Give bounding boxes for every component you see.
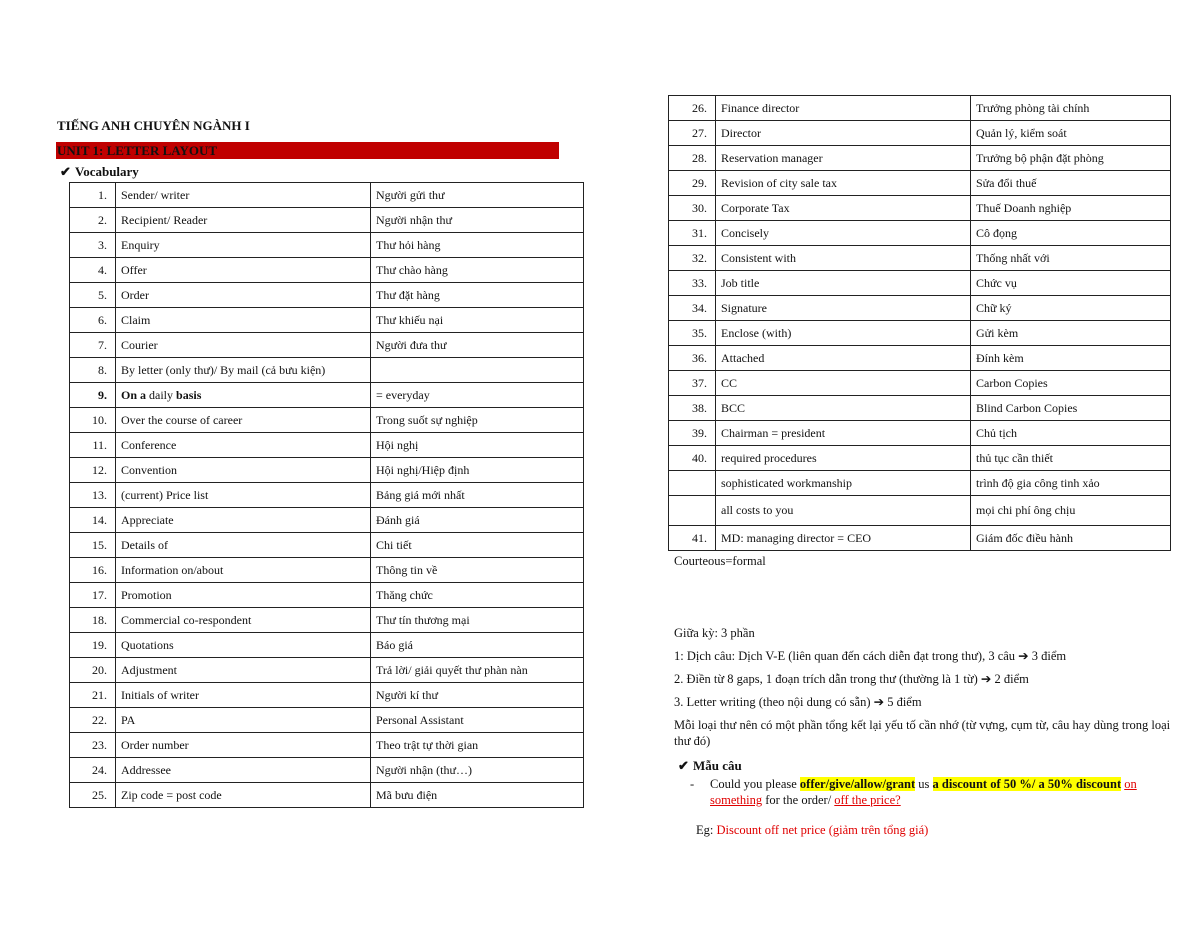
check-icon: ✔ (678, 758, 689, 773)
vocab-number: 39. (669, 421, 716, 446)
vocab-number: 9. (70, 383, 116, 408)
vocab-term: Chairman = president (716, 421, 971, 446)
vocab-number: 36. (669, 346, 716, 371)
vocabulary-heading (56, 162, 572, 182)
sample-text: Could you please (710, 777, 800, 791)
midterm-item: 3. Letter writing (theo nội dung có sẵn) ➔ 5 điểm (674, 695, 922, 709)
vocab-number: 19. (70, 633, 116, 658)
sample-sentence (690, 776, 1172, 808)
vocab-term: Claim (116, 308, 371, 333)
vocab-meaning: Người nhận thư (371, 208, 584, 233)
vocab-meaning: trình độ gia công tinh xảo (971, 471, 1171, 496)
midterm-item: 1: Dịch câu: Dịch V-E (liên quan đến cách diễn đạt trong thư), 3 câu ➔ 3 điểm (674, 649, 1067, 663)
table-row (70, 358, 584, 383)
vocab-meaning: Người nhận (thư…) (371, 758, 584, 783)
vocab-term: Courier (116, 333, 371, 358)
highlight-verbs: offer/give/allow/grant (799, 777, 916, 791)
vocab-term: Promotion (116, 583, 371, 608)
vocab-term: Details of (116, 533, 371, 558)
vocab-term: CC (716, 371, 971, 396)
table-row (669, 221, 1171, 246)
table-row (70, 383, 584, 408)
vocab-term: Adjustment (116, 658, 371, 683)
midterm-section (674, 625, 1172, 749)
vocab-number: 4. (70, 258, 116, 283)
table-row (669, 271, 1171, 296)
sample-heading (674, 756, 1172, 776)
vocab-term-word: a (140, 387, 150, 402)
vocab-term-word: basis (176, 387, 202, 402)
table-row (70, 608, 584, 633)
vocab-number: 41. (669, 526, 716, 551)
table-row (70, 208, 584, 233)
table-row (70, 483, 584, 508)
table-row (70, 258, 584, 283)
left-column (56, 118, 572, 808)
table-row (70, 508, 584, 533)
vocab-term: BCC (716, 396, 971, 421)
vocab-term: Enquiry (116, 233, 371, 258)
vocab-number: 31. (669, 221, 716, 246)
vocab-meaning: Sửa đổi thuế (971, 171, 1171, 196)
vocab-meaning: Thư đặt hàng (371, 283, 584, 308)
vocab-number: 37. (669, 371, 716, 396)
table-row (70, 408, 584, 433)
table-row (70, 458, 584, 483)
vocab-meaning: Chi tiết (371, 533, 584, 558)
vocab-meaning: Người đưa thư (371, 333, 584, 358)
vocab-meaning: Chữ ký (971, 296, 1171, 321)
vocab-number: 15. (70, 533, 116, 558)
vocab-number: 33. (669, 271, 716, 296)
example-line (696, 822, 1172, 838)
vocab-term: Attached (716, 346, 971, 371)
vocab-number: 8. (70, 358, 116, 383)
vocab-meaning: Thư tín thương mại (371, 608, 584, 633)
vocab-meaning: Thuế Doanh nghiệp (971, 196, 1171, 221)
vocab-meaning: Trong suốt sự nghiệp (371, 408, 584, 433)
vocab-number: 17. (70, 583, 116, 608)
vocab-term: Consistent with (716, 246, 971, 271)
table-row (70, 433, 584, 458)
vocab-term: Recipient/ Reader (116, 208, 371, 233)
vocab-meaning: Trưởng bộ phận đặt phòng (971, 146, 1171, 171)
midterm-item: 2. Điền từ 8 gaps, 1 đoạn trích dẫn trong thư (thường là 1 từ) ➔ 2 điểm (674, 672, 1029, 686)
table-row (669, 96, 1171, 121)
vocab-meaning: Cô đọng (971, 221, 1171, 246)
vocab-meaning: Trả lời/ giải quyết thư phàn nàn (371, 658, 584, 683)
right-column (668, 95, 1172, 838)
red-phrase: off the price? (834, 793, 901, 807)
vocabulary-heading-text: Vocabulary (75, 164, 139, 179)
vocab-table-left (69, 182, 584, 808)
vocab-number: 21. (70, 683, 116, 708)
vocab-term: Enclose (with) (716, 321, 971, 346)
vocab-term: Finance director (716, 96, 971, 121)
table-row (70, 283, 584, 308)
table-row (70, 583, 584, 608)
table-row (669, 496, 1171, 526)
vocab-number: 27. (669, 121, 716, 146)
vocab-meaning: Blind Carbon Copies (971, 396, 1171, 421)
vocab-number: 30. (669, 196, 716, 221)
vocab-number: 28. (669, 146, 716, 171)
vocab-number: 18. (70, 608, 116, 633)
sample-text: us (915, 777, 933, 791)
table-row (669, 246, 1171, 271)
vocab-term: Signature (716, 296, 971, 321)
table-row (669, 471, 1171, 496)
vocab-term: Conference (116, 433, 371, 458)
vocab-number: 22. (70, 708, 116, 733)
table-row (70, 708, 584, 733)
vocab-term: Addressee (116, 758, 371, 783)
highlight-discount: a discount of 50 %/ a 50% discount (932, 777, 1122, 791)
vocab-number: 26. (669, 96, 716, 121)
table-row (70, 783, 584, 808)
vocab-meaning: Người kí thư (371, 683, 584, 708)
vocab-term: Offer (116, 258, 371, 283)
table-row (70, 633, 584, 658)
vocab-number: 29. (669, 171, 716, 196)
vocab-term: Order (116, 283, 371, 308)
document-title: TIẾNG ANH CHUYÊN NGÀNH I (57, 118, 250, 133)
vocab-number (669, 471, 716, 496)
table-row (70, 233, 584, 258)
vocab-term: Concisely (716, 221, 971, 246)
table-row (70, 183, 584, 208)
table-row (70, 558, 584, 583)
vocab-meaning: Đính kèm (971, 346, 1171, 371)
table-row (669, 526, 1171, 551)
vocab-number: 1. (70, 183, 116, 208)
vocab-meaning: Đánh giá (371, 508, 584, 533)
vocab-term: Appreciate (116, 508, 371, 533)
table-row (669, 421, 1171, 446)
vocab-number: 24. (70, 758, 116, 783)
table-row (70, 733, 584, 758)
midterm-summary: Mỗi loại thư nên có một phần tổng kết lại yếu tố cần nhớ (từ vựng, cụm từ, câu hay dùng trong loại thư đó) (674, 718, 1171, 748)
vocab-meaning: Mã bưu điện (371, 783, 584, 808)
table-row (70, 658, 584, 683)
vocab-term: sophisticated workmanship (716, 471, 971, 496)
vocab-meaning: Thống nhất với (971, 246, 1171, 271)
vocab-meaning: Bảng giá mới nhất (371, 483, 584, 508)
example-label: Eg: (696, 823, 717, 837)
table-row (669, 396, 1171, 421)
vocab-meaning: Giám đốc điều hành (971, 526, 1171, 551)
vocab-meaning: Chức vụ (971, 271, 1171, 296)
vocab-number: 5. (70, 283, 116, 308)
vocab-meaning: Thăng chức (371, 583, 584, 608)
vocab-term: Over the course of career (116, 408, 371, 433)
vocab-meaning: Quản lý, kiểm soát (971, 121, 1171, 146)
vocab-number: 38. (669, 396, 716, 421)
vocab-meaning: Người gửi thư (371, 183, 584, 208)
table-row (669, 146, 1171, 171)
table-row (70, 333, 584, 358)
table-row (669, 196, 1171, 221)
vocab-number: 12. (70, 458, 116, 483)
vocab-term: Revision of city sale tax (716, 171, 971, 196)
example-text: Discount off net price (giảm trên tổng giá) (716, 823, 929, 837)
vocab-number: 34. (669, 296, 716, 321)
vocab-term: Zip code = post code (116, 783, 371, 808)
vocab-term: Job title (716, 271, 971, 296)
vocab-number: 3. (70, 233, 116, 258)
vocab-meaning: Báo giá (371, 633, 584, 658)
dash-bullet: - (690, 777, 695, 791)
vocab-number: 2. (70, 208, 116, 233)
table-row (669, 121, 1171, 146)
vocab-term: Information on/about (116, 558, 371, 583)
vocab-term: required procedures (716, 446, 971, 471)
vocab-meaning: Chủ tịch (971, 421, 1171, 446)
table-row (669, 296, 1171, 321)
vocab-term: Corporate Tax (716, 196, 971, 221)
vocab-meaning: Thư hỏi hàng (371, 233, 584, 258)
vocab-number: 25. (70, 783, 116, 808)
vocab-meaning: Hội nghị (371, 433, 584, 458)
vocab-term: all costs to you (716, 496, 971, 526)
table-row (669, 346, 1171, 371)
vocab-number: 16. (70, 558, 116, 583)
vocab-term: Director (716, 121, 971, 146)
vocab-term: Reservation manager (716, 146, 971, 171)
vocab-number: 32. (669, 246, 716, 271)
table-row (70, 758, 584, 783)
vocab-meaning: Personal Assistant (371, 708, 584, 733)
vocab-term (116, 383, 371, 408)
vocab-term-word: daily (149, 387, 177, 402)
sample-heading-text: Mẫu câu (693, 758, 742, 773)
vocab-table-right (668, 95, 1171, 551)
vocab-meaning: Thông tin về (371, 558, 584, 583)
vocab-meaning: = everyday (371, 383, 584, 408)
vocab-meaning: Carbon Copies (971, 371, 1171, 396)
vocab-meaning: thủ tục cần thiết (971, 446, 1171, 471)
vocab-term: PA (116, 708, 371, 733)
table-row (70, 533, 584, 558)
vocab-number: 35. (669, 321, 716, 346)
vocab-term-word: On (121, 387, 141, 402)
vocab-number: 23. (70, 733, 116, 758)
vocab-number: 10. (70, 408, 116, 433)
vocab-meaning: mọi chi phí ông chịu (971, 496, 1171, 526)
vocab-meaning: Gửi kèm (971, 321, 1171, 346)
vocab-term: By letter (only thư)/ By mail (cả bưu kiện) (116, 358, 371, 383)
table-row (70, 308, 584, 333)
midterm-heading: Giữa kỳ: 3 phần (674, 626, 755, 640)
vocab-term: Sender/ writer (116, 183, 371, 208)
red-phrase: on something (710, 777, 1137, 807)
vocab-meaning (371, 358, 584, 383)
sample-text: for the order/ (762, 793, 835, 807)
vocab-number: 6. (70, 308, 116, 333)
vocab-meaning: Trưởng phòng tài chính (971, 96, 1171, 121)
check-icon: ✔ (60, 164, 71, 179)
vocab-meaning: Theo trật tự thời gian (371, 733, 584, 758)
vocab-term: Initials of writer (116, 683, 371, 708)
vocab-number: 13. (70, 483, 116, 508)
unit-title-bar: UNIT 1: LETTER LAYOUT (56, 142, 559, 159)
vocab-meaning: Hội nghị/Hiệp định (371, 458, 584, 483)
vocab-term: Quotations (116, 633, 371, 658)
vocab-term: (current) Price list (116, 483, 371, 508)
note-courteous: Courteous=formal (674, 554, 766, 568)
vocab-number: 20. (70, 658, 116, 683)
vocab-number: 14. (70, 508, 116, 533)
table-row (669, 171, 1171, 196)
vocab-number: 7. (70, 333, 116, 358)
vocab-meaning: Thư khiếu nại (371, 308, 584, 333)
vocab-term: Commercial co-respondent (116, 608, 371, 633)
vocab-number (669, 496, 716, 526)
vocab-number: 11. (70, 433, 116, 458)
table-row (669, 371, 1171, 396)
vocab-number: 40. (669, 446, 716, 471)
vocab-meaning: Thư chào hàng (371, 258, 584, 283)
table-row (669, 446, 1171, 471)
vocab-term: Order number (116, 733, 371, 758)
vocab-term: Convention (116, 458, 371, 483)
table-row (70, 683, 584, 708)
vocab-term: MD: managing director = CEO (716, 526, 971, 551)
table-row (669, 321, 1171, 346)
